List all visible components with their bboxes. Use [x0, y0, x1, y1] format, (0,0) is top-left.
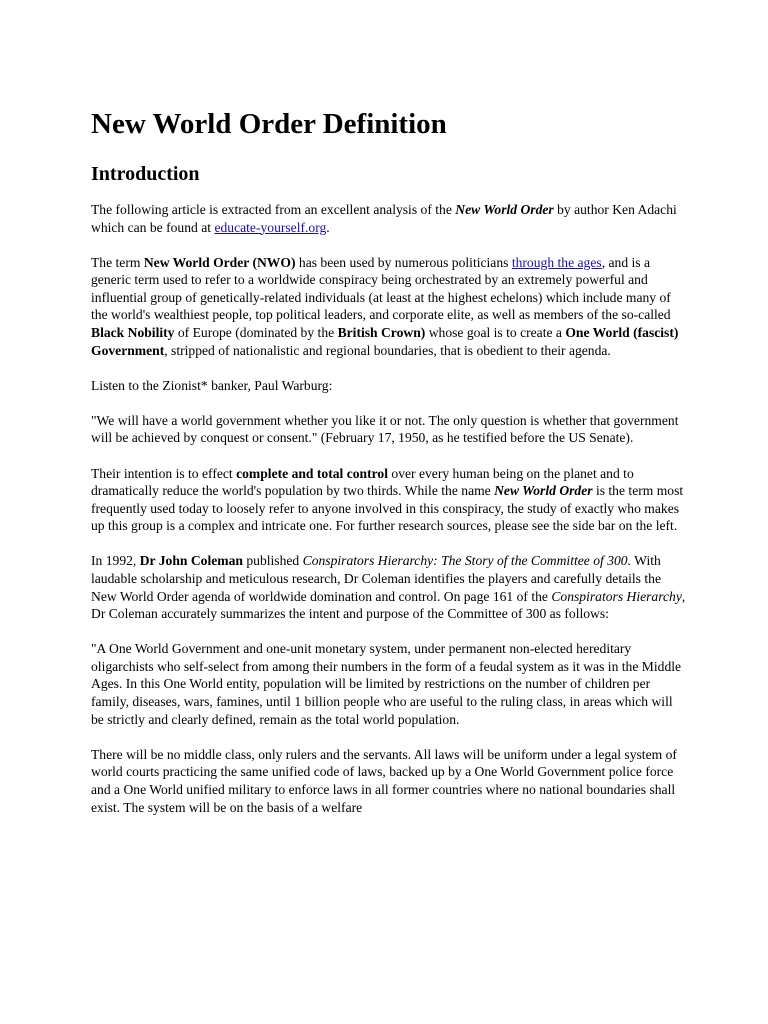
text-span: published: [242, 553, 303, 569]
bold-one-world-government: One World (fascist) Government: [91, 325, 679, 358]
paragraph-warburg-quote: "We will have a world government whether you like it or not. The only question is whether that government will be achieved by conquest or consent." (February 17, 1950, as he testified before the US Senate).: [91, 412, 679, 446]
text-span: Their intention is to effect: [91, 465, 237, 481]
text-span: by author Ken Adachi which can be found at: [91, 202, 677, 235]
paragraph-source: [91, 201, 687, 236]
text-span: The following article is extracted from an excellent analysis of the: [91, 202, 456, 217]
text-span: , and is a generic term used to refer to a worldwide conspiracy being orchestrated by an extremely powerful and influential group of genetically-related individuals (at least at the highest echelons) which include many of the world's wealthiest people, top political leaders, and corporate elite, as well as members of the so-called: [91, 254, 671, 323]
italic-book-title: Conspirators Hierarchy: The Story of the Committee of 300.: [302, 553, 631, 569]
text-span: , stripped of nationalistic and regional boundaries, that is obedient to their agenda.: [164, 342, 611, 358]
paragraph-middle-class: There will be no middle class, only rulers and the servants. All laws will be uniform under a legal system of world courts practicing the same unified code of laws, backed up by a One World Government police force and a One World unified military to enforce laws in all former countries where no national boundaries shall exist. The system will be on the basis of a welfare: [91, 746, 677, 815]
link-educate-yourself[interactable]: educate-yourself.org: [214, 219, 327, 235]
text-span: over every human being on the planet and to dramatically reduce the world's population by two thirds. While the name: [91, 465, 634, 499]
bold-nwo: New World Order (NWO): [143, 254, 296, 270]
paragraph-nwo-term: [91, 254, 687, 360]
link-through-the-ages[interactable]: through the ages: [511, 254, 602, 270]
text-span: is the term most frequently used today to loosely refer to anyone involved in this conspiracy, the study of exactly who makes up this group is a complex and intricate one. For further research sources, please see the side bar on the left.: [91, 483, 684, 534]
text-span: The term: [91, 254, 144, 270]
paragraph-intention: [91, 465, 687, 535]
bold-john-coleman: Dr John Coleman: [139, 553, 243, 569]
bold-total-control: complete and total control: [236, 465, 388, 481]
emphasis-new-world-order: New World Order: [455, 202, 554, 217]
text-span: In 1992,: [91, 553, 140, 569]
text-span: With laudable scholarship and meticulous research, Dr Coleman identifies the players and carefully details the New World Order agenda of worldwide domination and control. On page 161 of the: [91, 553, 661, 604]
text-span: whose goal is to create a: [425, 325, 566, 341]
text-span: , Dr Coleman accurately summarizes the intent and purpose of the Committee of 300 as follows:: [91, 588, 686, 622]
bold-british-crown: British Crown): [337, 325, 426, 341]
italic-conspirators-hierarchy: Conspirators Hierarchy: [551, 588, 682, 604]
paragraph-one-world-quote: "A One World Government and one-unit monetary system, under permanent non-elected hereditary oligarchists who self-select from among their numbers in the form of a feudal system as it was in the Middle Ages. In this One World entity, population will be limited by restrictions on the number of children per family, diseases, wars, famines, until 1 billion people who are useful to the ruling class, in areas which will be strictly and clearly defined, remain as the total world population.: [91, 641, 682, 727]
text-span: .: [326, 219, 330, 235]
text-span: has been used by numerous politicians: [295, 254, 512, 270]
text-span: of Europe (dominated by the: [174, 325, 338, 341]
section-heading-introduction: Introduction: [91, 163, 200, 185]
document-page: [91, 107, 687, 834]
paragraph-coleman: [91, 552, 687, 622]
page-title: New World Order Definition: [91, 108, 447, 140]
paragraph-warburg-intro: Listen to the Zionist* banker, Paul Warburg:: [91, 377, 333, 393]
bold-black-nobility: Black Nobility: [91, 325, 175, 341]
emphasis-new-world-order-2: New World Order: [494, 483, 593, 499]
